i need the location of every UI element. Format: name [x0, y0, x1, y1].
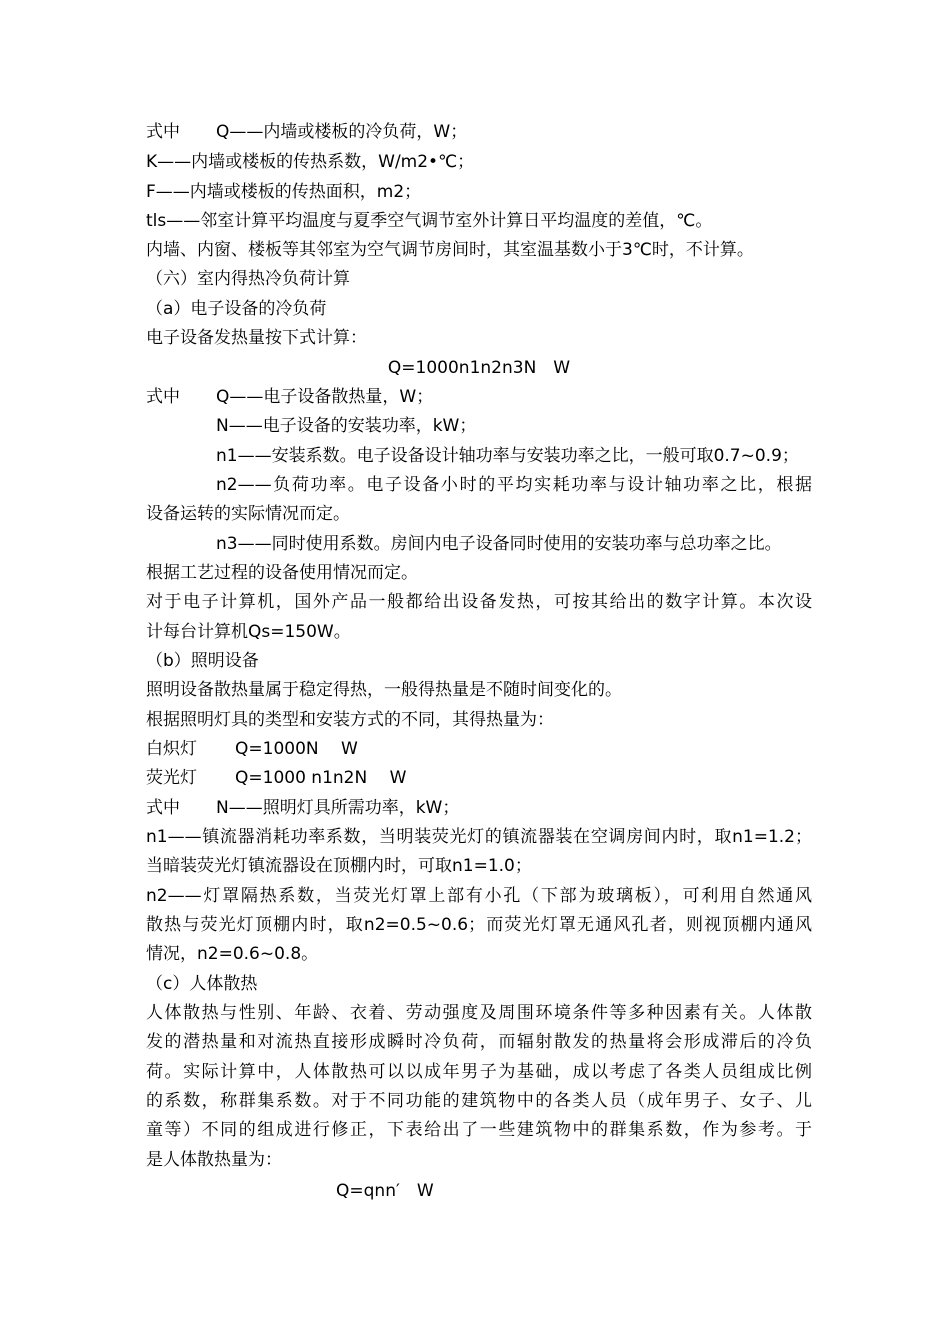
text-line: 人体散热与性别、年龄、衣着、劳动强度及周围环境条件等多种因素有关。人体散 — [146, 1003, 812, 1023]
formula: Q=qnn′ W — [336, 1181, 434, 1201]
text-line: 荷。实际计算中，人体散热可以以成年男子为基础，成以考虑了各类人员组成比例 — [146, 1062, 812, 1082]
text-line — [146, 793, 812, 823]
text-line: tls——邻室计算平均温度与夏季空气调节室外计算日平均温度的差值，℃。 — [146, 211, 713, 231]
lamp-type-label: 荧光灯 — [146, 768, 197, 788]
text-line: 内墙、内窗、楼板等其邻室为空气调节房间时，其室温基数小于3℃时，不计算。 — [146, 240, 754, 260]
formula: Q=1000 n1n2N W — [235, 768, 407, 788]
subsection-heading: （a）电子设备的冷负荷 — [146, 299, 327, 319]
text-line: 设备运转的实际情况而定。 — [146, 504, 350, 524]
subsection-heading: （b）照明设备 — [146, 651, 259, 671]
text-line — [146, 382, 812, 412]
text-line: n1——镇流器消耗功率系数，当明装荧光灯的镇流器装在空调房间内时，取n1=1.2； — [146, 827, 812, 847]
label-shizhong: 式中 — [146, 798, 180, 818]
text-line: n1——安装系数。电子设备设计轴功率与安装功率之比，一般可取0.7~0.9； — [216, 446, 799, 466]
text-line: 电子设备发热量按下式计算： — [146, 328, 367, 348]
text-line: 发的潜热量和对流热直接形成瞬时冷负荷，而辐射散发的热量将会形成滞后的冷负 — [146, 1032, 812, 1052]
text-line: n2——灯罩隔热系数，当荧光灯罩上部有小孔（下部为玻璃板），可利用自然通风 — [146, 886, 812, 906]
subsection-heading: （c）人体散热 — [146, 974, 258, 994]
label-shizhong: 式中 — [146, 387, 180, 407]
formula-term: Q——内墙或楼板的冷负荷，W； — [216, 122, 468, 142]
formula: Q=1000N W — [235, 739, 358, 759]
text-line: K——内墙或楼板的传热系数，W/m2•℃； — [146, 152, 475, 172]
text-line: 是人体散热量为： — [146, 1150, 282, 1170]
formula-term: Q——电子设备散热量，W； — [216, 387, 434, 407]
section-heading: （六）室内得热冷负荷计算 — [146, 269, 350, 289]
formula-term: N——照明灯具所需功率，kW； — [216, 798, 460, 818]
formula-line — [146, 734, 812, 764]
text-line: 的系数，称群集系数。对于不同功能的建筑物中的各类人员（成年男子、女子、儿 — [146, 1091, 812, 1111]
text-line: 童等）不同的组成进行修正，下表给出了一些建筑物中的群集系数，作为参考。于 — [146, 1120, 812, 1140]
lamp-type-label: 白炽灯 — [146, 739, 197, 759]
formula-line — [146, 763, 812, 793]
text-line: 根据照明灯具的类型和安装方式的不同，其得热量为： — [146, 710, 554, 730]
text-line: n3——同时使用系数。房间内电子设备同时使用的安装功率与总功率之比。 — [216, 534, 782, 554]
text-line — [146, 117, 812, 147]
text-line: 照明设备散热量属于稳定得热，一般得热量是不随时间变化的。 — [146, 680, 622, 700]
text-line: 计每台计算机Qs=150W。 — [146, 622, 351, 642]
text-line: 当暗装荧光灯镇流器设在顶棚内时，可取n1=1.0； — [146, 856, 532, 876]
text-line: 散热与荧光灯顶棚内时，取n2=0.5~0.6；而荧光灯罩无通风孔者，则视顶棚内通风 — [146, 915, 812, 935]
label-shizhong: 式中 — [146, 122, 180, 142]
formula: Q=1000n1n2n3N W — [387, 358, 571, 378]
text-line: 情况，n2=0.6~0.8。 — [146, 944, 319, 964]
text-line: 对于电子计算机，国外产品一般都给出设备发热，可按其给出的数字计算。本次设 — [146, 592, 812, 612]
text-line: n2——负荷功率。电子设备小时的平均实耗功率与设计轴功率之比，根据 — [216, 475, 812, 495]
text-line: 根据工艺过程的设备使用情况而定。 — [146, 563, 418, 583]
text-line: N——电子设备的安装功率，kW； — [216, 416, 477, 436]
text-line: F——内墙或楼板的传热面积，m2； — [146, 182, 422, 202]
